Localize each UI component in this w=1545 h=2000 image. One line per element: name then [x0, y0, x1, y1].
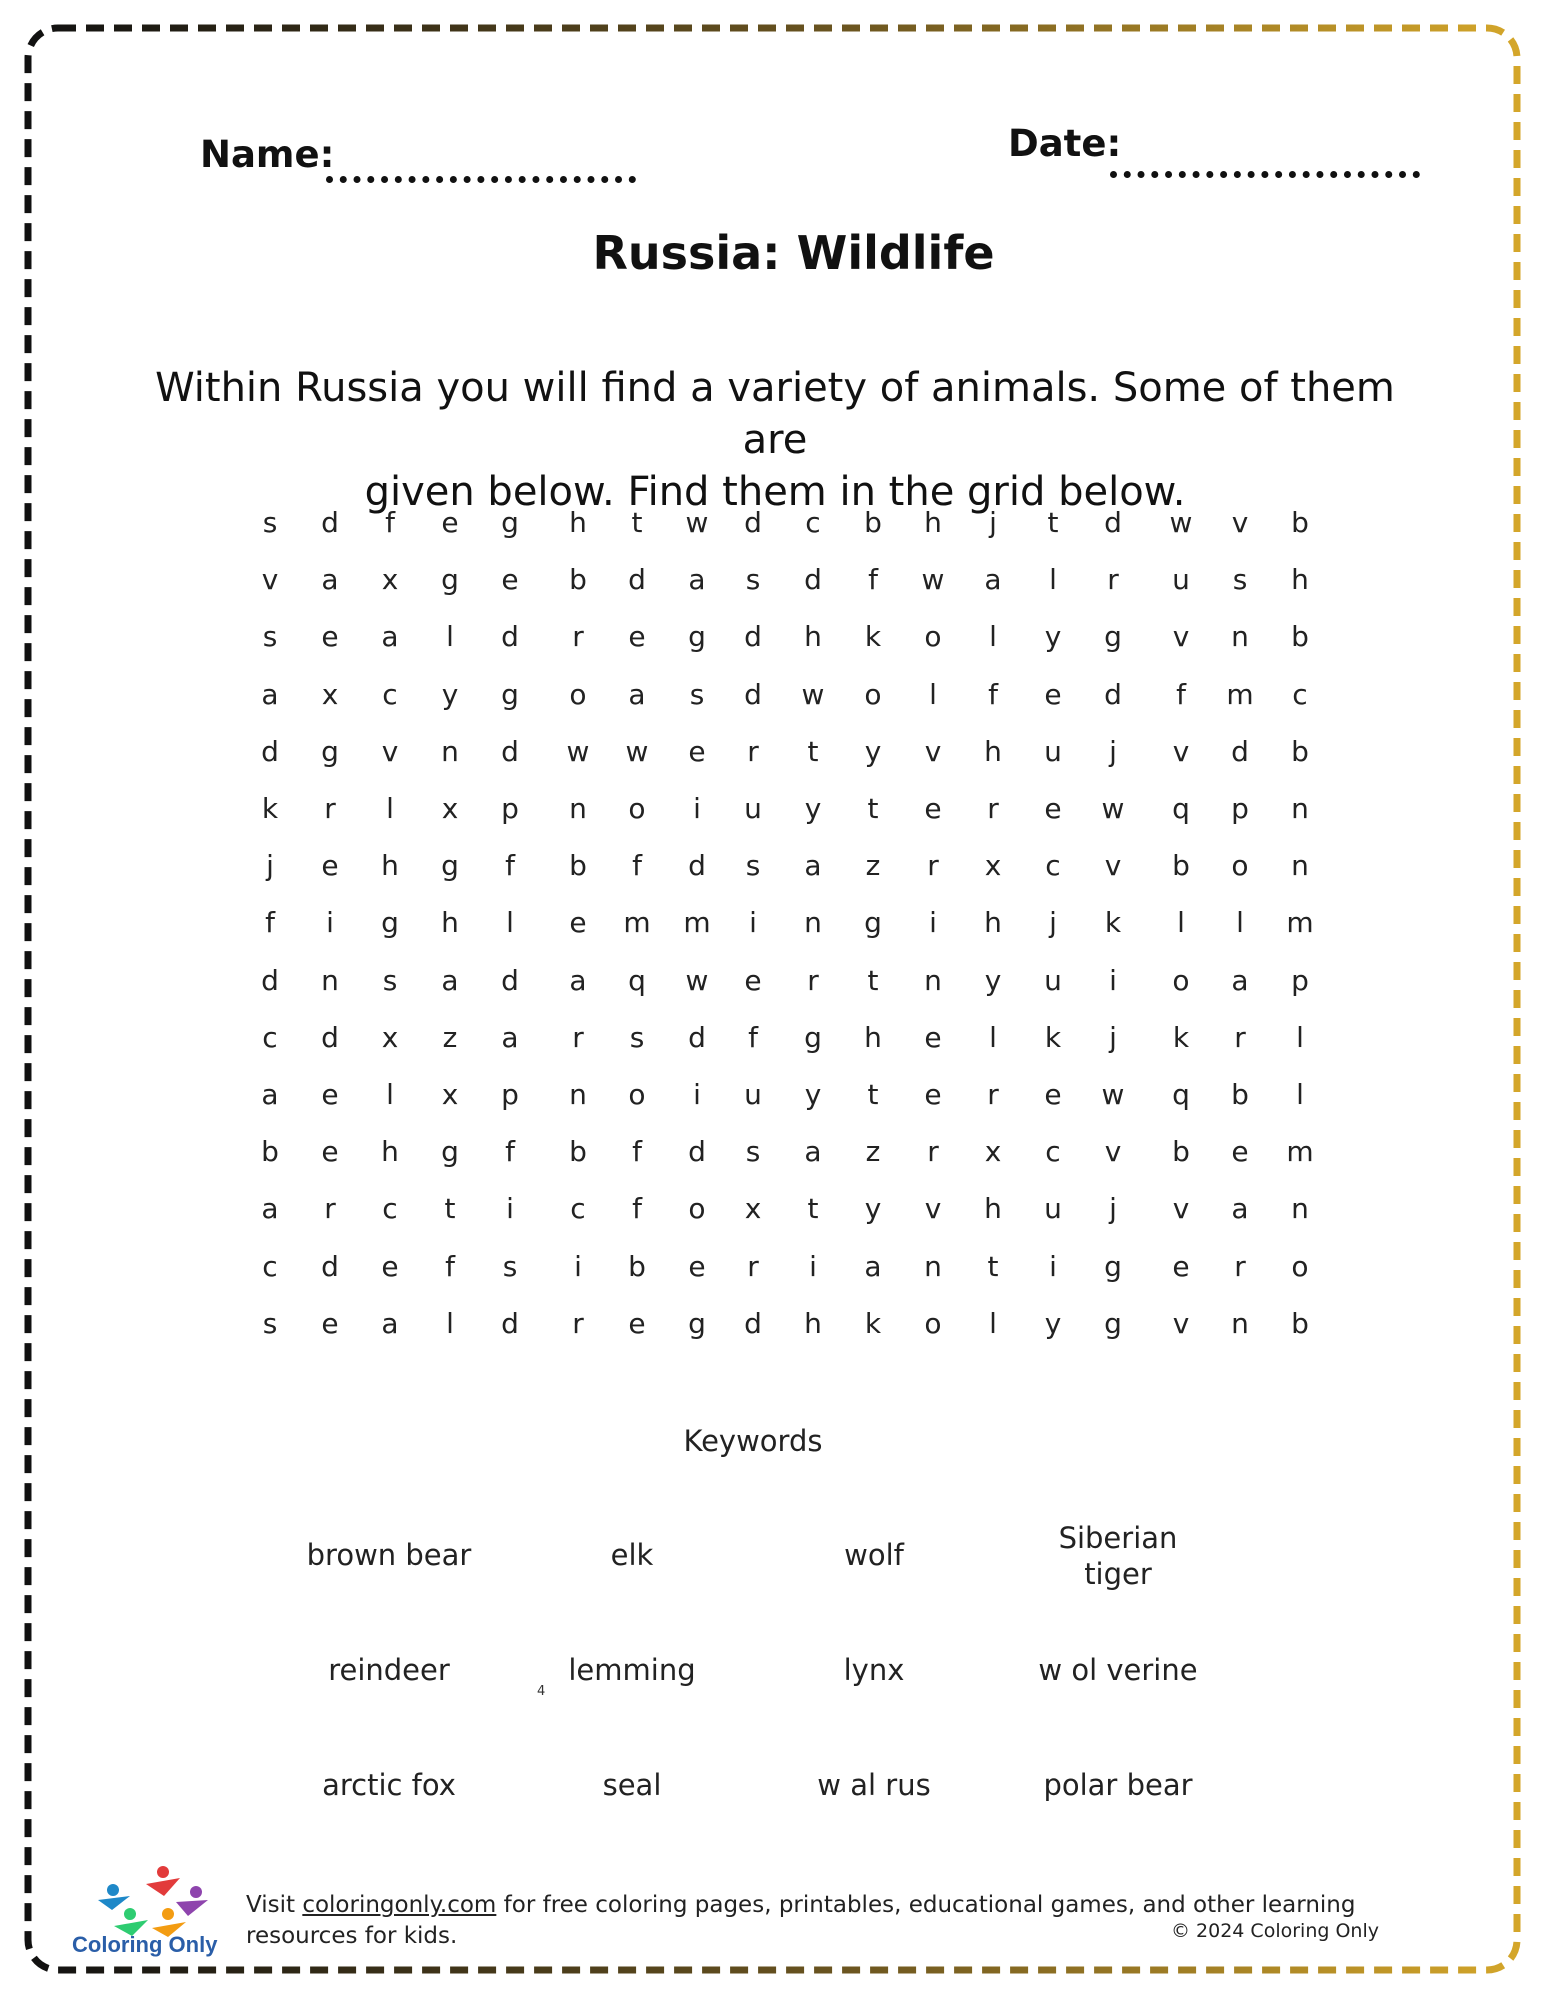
instructions-line-1: Within Russia you will find a variety of animals. Some of them are — [155, 365, 1395, 463]
grid-letter[interactable]: l — [446, 1306, 454, 1340]
grid-letter[interactable]: n — [441, 734, 459, 768]
grid-letter[interactable]: b — [261, 1135, 279, 1169]
grid-letter[interactable]: m — [623, 906, 651, 940]
grid-letter[interactable]: a — [1231, 963, 1249, 997]
grid-letter[interactable]: c — [1292, 677, 1308, 711]
grid-letter[interactable]: n — [1291, 849, 1309, 883]
grid-letter[interactable]: d — [804, 563, 822, 597]
grid-letter[interactable]: i — [574, 1249, 582, 1283]
grid-letter[interactable]: c — [570, 1192, 586, 1226]
grid-letter[interactable]: f — [868, 563, 878, 597]
grid-letter[interactable]: v — [1231, 506, 1249, 539]
grid-letter[interactable]: l — [929, 677, 937, 711]
grid-letter[interactable]: f — [632, 1192, 642, 1226]
grid-letter[interactable]: a — [321, 563, 339, 597]
grid-letter[interactable]: l — [1236, 906, 1244, 940]
copyright: © 2024 Coloring Only — [1171, 1920, 1379, 1942]
grid-letter[interactable]: l — [989, 620, 997, 654]
grid-letter[interactable]: f — [748, 1020, 758, 1054]
grid-letter[interactable]: g — [321, 734, 339, 768]
grid-letter[interactable]: d — [688, 849, 706, 883]
grid-letter[interactable]: c — [382, 1192, 398, 1226]
grid-letter[interactable]: d — [321, 506, 339, 539]
site-link[interactable]: coloringonly.com — [302, 1892, 497, 1918]
grid-letter[interactable]: v — [261, 563, 279, 597]
grid-letter[interactable]: u — [1044, 734, 1062, 768]
grid-letter[interactable]: s — [745, 1135, 761, 1169]
grid-letter[interactable]: e — [924, 1078, 942, 1111]
grid-letter[interactable]: d — [501, 734, 519, 768]
grid-letter[interactable]: c — [805, 506, 821, 539]
grid-letter[interactable]: s — [629, 1020, 645, 1054]
grid-letter[interactable]: d — [321, 1249, 339, 1283]
grid-letter[interactable]: o — [628, 792, 646, 825]
grid-letter[interactable]: k — [864, 1306, 882, 1340]
grid-letter[interactable]: v — [1104, 849, 1122, 883]
grid-letter[interactable]: m — [683, 906, 711, 940]
grid-letter[interactable]: r — [747, 734, 759, 768]
grid-letter[interactable]: y — [1044, 1306, 1062, 1340]
grid-letter[interactable]: e — [321, 849, 339, 883]
keyword-item: lynx — [843, 1653, 905, 1687]
grid-letter[interactable]: e — [569, 906, 587, 940]
grid-letter[interactable]: s — [262, 1306, 278, 1340]
grid-letter[interactable]: j — [1109, 1192, 1117, 1226]
grid-letter[interactable]: d — [744, 506, 762, 539]
grid-letter[interactable]: n — [924, 963, 942, 997]
grid-letter[interactable]: w — [685, 963, 709, 997]
name-label: Name: — [200, 133, 335, 176]
grid-letter[interactable]: h — [381, 1135, 399, 1169]
grid-letter[interactable]: n — [924, 1249, 942, 1283]
grid-letter[interactable]: u — [1172, 563, 1190, 597]
grid-letter[interactable]: g — [441, 849, 459, 883]
grid-letter[interactable]: r — [324, 1192, 336, 1226]
grid-letter[interactable]: w — [566, 734, 590, 768]
grid-letter[interactable]: r — [747, 1249, 759, 1283]
grid-letter[interactable]: b — [1291, 734, 1309, 768]
keyword-item: reindeer — [328, 1653, 450, 1687]
grid-letter[interactable]: e — [501, 563, 519, 597]
grid-letter[interactable]: e — [321, 620, 339, 654]
grid-letter[interactable]: q — [628, 963, 646, 997]
grid-letter[interactable]: t — [987, 1249, 999, 1283]
grid-letter[interactable]: v — [1172, 1306, 1190, 1340]
grid-letter[interactable]: m — [1226, 677, 1254, 711]
grid-letter[interactable]: q — [1172, 1078, 1190, 1111]
grid-letter[interactable]: d — [261, 734, 279, 768]
grid-letter[interactable]: g — [864, 906, 882, 940]
grid-letter[interactable]: x — [984, 849, 1002, 883]
grid-letter[interactable]: r — [1107, 563, 1119, 597]
grid-letter[interactable]: w — [685, 506, 709, 539]
grid-letter[interactable]: g — [804, 1020, 822, 1054]
grid-letter[interactable]: e — [321, 1135, 339, 1169]
grid-letter[interactable]: g — [1104, 620, 1122, 654]
grid-letter[interactable]: z — [865, 849, 881, 883]
grid-letter[interactable]: a — [501, 1020, 519, 1054]
keyword-item: arctic fox — [322, 1768, 456, 1802]
grid-letter[interactable]: c — [382, 677, 398, 711]
date-label: Date: — [1008, 122, 1122, 165]
grid-letter[interactable]: w — [921, 563, 945, 597]
grid-letter[interactable]: l — [989, 1020, 997, 1054]
grid-letter[interactable]: k — [261, 792, 279, 825]
grid-letter[interactable]: x — [441, 792, 459, 825]
grid-letter[interactable]: t — [807, 734, 819, 768]
grid-letter[interactable]: u — [1044, 1192, 1062, 1226]
grid-letter[interactable]: i — [749, 906, 757, 940]
grid-letter[interactable]: h — [924, 506, 942, 539]
grid-letter[interactable]: k — [1104, 906, 1122, 940]
grid-letter[interactable]: o — [924, 1306, 942, 1340]
grid-letter[interactable]: f — [1176, 677, 1186, 711]
grid-letter[interactable]: l — [1296, 1078, 1304, 1111]
grid-letter[interactable]: f — [632, 1135, 642, 1169]
grid-letter[interactable]: a — [984, 563, 1002, 597]
grid-letter[interactable]: c — [1045, 849, 1061, 883]
grid-letter[interactable]: e — [924, 1020, 942, 1054]
grid-letter[interactable]: f — [505, 1135, 515, 1169]
grid-letter[interactable]: a — [381, 620, 399, 654]
grid-letter[interactable]: i — [929, 906, 937, 940]
keyword-item: seal — [602, 1768, 662, 1802]
grid-letter[interactable]: b — [569, 563, 587, 597]
grid-letter[interactable]: d — [744, 620, 762, 654]
grid-letter[interactable]: t — [867, 963, 879, 997]
grid-letter[interactable]: b — [569, 1135, 587, 1169]
grid-letter[interactable]: q — [1172, 792, 1190, 825]
grid-letter[interactable]: b — [1172, 849, 1190, 883]
grid-letter[interactable]: r — [807, 963, 819, 997]
grid-letter[interactable]: w — [1169, 506, 1193, 539]
grid-letter[interactable]: d — [501, 1306, 519, 1340]
grid-letter[interactable]: l — [506, 906, 514, 940]
grid-letter[interactable]: o — [688, 1192, 706, 1226]
grid-letter[interactable]: w — [1101, 1078, 1125, 1111]
grid-letter[interactable]: e — [321, 1078, 339, 1111]
grid-letter[interactable]: p — [501, 792, 519, 825]
grid-letter[interactable]: y — [441, 677, 459, 711]
grid-letter[interactable]: p — [1231, 792, 1249, 825]
grid-letter[interactable]: g — [1104, 1249, 1122, 1283]
instructions-line-2: given below. Find them in the grid below. — [364, 469, 1186, 515]
grid-letter[interactable]: h — [569, 506, 587, 539]
grid-letter[interactable]: r — [324, 792, 336, 825]
grid-letter[interactable]: l — [1177, 906, 1185, 940]
grid-letter[interactable]: x — [381, 1020, 399, 1054]
keyword-item: wolf — [844, 1538, 904, 1572]
grid-letter[interactable]: e — [1172, 1249, 1190, 1283]
keyword-item: w al rus — [817, 1768, 931, 1802]
grid-letter[interactable]: g — [501, 677, 519, 711]
grid-letter[interactable]: v — [924, 734, 942, 768]
grid-letter[interactable]: h — [984, 906, 1002, 940]
page-title: Russia: Wildlife — [592, 226, 995, 280]
grid-letter[interactable]: e — [628, 1306, 646, 1340]
grid-letter[interactable]: m — [1286, 906, 1314, 940]
grid-letter[interactable]: s — [745, 563, 761, 597]
grid-letter[interactable]: h — [441, 906, 459, 940]
grid-letter[interactable]: b — [864, 506, 882, 539]
grid-letter[interactable]: r — [1234, 1249, 1246, 1283]
grid-letter[interactable]: f — [505, 849, 515, 883]
grid-letter[interactable]: t — [631, 506, 643, 539]
grid-letter[interactable]: s — [262, 620, 278, 654]
grid-letter[interactable]: x — [321, 677, 339, 711]
grid-letter[interactable]: g — [441, 1135, 459, 1169]
grid-letter[interactable]: j — [266, 849, 274, 883]
grid-letter[interactable]: a — [569, 963, 587, 997]
grid-letter[interactable]: d — [628, 563, 646, 597]
grid-letter[interactable]: n — [1291, 1192, 1309, 1226]
grid-letter[interactable]: f — [385, 506, 395, 539]
grid-letter[interactable]: e — [441, 506, 459, 539]
grid-letter[interactable]: h — [984, 734, 1002, 768]
grid-letter[interactable]: r — [1234, 1020, 1246, 1054]
grid-letter[interactable]: v — [381, 734, 399, 768]
logo-text: Coloring Only — [72, 1932, 218, 1957]
grid-letter[interactable]: o — [864, 677, 882, 711]
grid-letter[interactable]: s — [382, 963, 398, 997]
grid-letter[interactable]: a — [261, 1078, 279, 1111]
grid-letter[interactable]: h — [984, 1192, 1002, 1226]
grid-letter[interactable]: s — [1232, 563, 1248, 597]
keyword-item: elk — [610, 1538, 654, 1572]
grid-letter[interactable]: a — [688, 563, 706, 597]
grid-letter[interactable]: f — [265, 906, 275, 940]
grid-letter[interactable]: l — [989, 1306, 997, 1340]
grid-letter[interactable]: a — [804, 1135, 822, 1169]
grid-letter[interactable]: d — [1104, 677, 1122, 711]
grid-letter[interactable]: x — [744, 1192, 762, 1226]
grid-letter[interactable]: b — [1291, 506, 1309, 539]
keyword-item: w ol verine — [1038, 1653, 1198, 1687]
grid-letter[interactable]: f — [445, 1249, 455, 1283]
grid-letter[interactable]: i — [1109, 963, 1117, 997]
keyword-item: Siberian tiger — [1058, 1521, 1178, 1591]
grid-letter[interactable]: h — [864, 1020, 882, 1054]
grid-letter[interactable]: t — [867, 792, 879, 825]
grid-letter[interactable]: w — [1101, 792, 1125, 825]
grid-letter[interactable]: f — [632, 849, 642, 883]
grid-letter[interactable]: j — [989, 506, 997, 539]
grid-letter[interactable]: d — [1104, 506, 1122, 539]
grid-letter[interactable]: c — [262, 1020, 278, 1054]
grid-letter[interactable]: y — [804, 792, 822, 825]
grid-letter[interactable]: w — [801, 677, 825, 711]
grid-letter[interactable]: i — [693, 792, 701, 825]
grid-letter[interactable]: a — [804, 849, 822, 883]
grid-letter[interactable]: a — [441, 963, 459, 997]
grid-letter[interactable]: e — [1231, 1135, 1249, 1169]
grid-letter[interactable]: a — [864, 1249, 882, 1283]
grid-letter[interactable]: l — [1296, 1020, 1304, 1054]
grid-letter[interactable]: x — [984, 1135, 1002, 1169]
grid-letter[interactable]: d — [501, 620, 519, 654]
grid-letter[interactable]: u — [744, 1078, 762, 1111]
footer-visit: Visit — [246, 1892, 303, 1918]
grid-letter[interactable]: l — [386, 1078, 394, 1111]
grid-letter[interactable]: h — [381, 849, 399, 883]
grid-letter[interactable]: t — [1047, 506, 1059, 539]
grid-letter[interactable]: n — [804, 906, 822, 940]
grid-letter[interactable]: a — [1231, 1192, 1249, 1226]
grid-letter[interactable]: z — [442, 1020, 458, 1054]
grid-letter[interactable]: c — [1045, 1135, 1061, 1169]
grid-letter[interactable]: b — [1231, 1078, 1249, 1111]
grid-letter[interactable]: s — [745, 849, 761, 883]
grid-letter[interactable]: b — [569, 849, 587, 883]
grid-letter[interactable]: g — [501, 506, 519, 539]
grid-letter[interactable]: d — [1231, 734, 1249, 768]
grid-letter[interactable]: o — [569, 677, 587, 711]
grid-letter[interactable]: i — [809, 1249, 817, 1283]
grid-letter[interactable]: a — [261, 1192, 279, 1226]
grid-letter[interactable]: r — [987, 792, 999, 825]
grid-letter[interactable]: y — [1044, 620, 1062, 654]
grid-letter[interactable]: u — [744, 792, 762, 825]
grid-letter[interactable]: h — [1291, 563, 1309, 597]
grid-letter[interactable]: f — [988, 677, 998, 711]
grid-letter[interactable]: r — [927, 1135, 939, 1169]
grid-letter[interactable]: d — [688, 1020, 706, 1054]
grid-letter[interactable]: e — [628, 620, 646, 654]
grid-letter[interactable]: y — [864, 734, 882, 768]
grid-letter[interactable]: b — [628, 1249, 646, 1283]
keyword-item: lemming — [568, 1653, 696, 1687]
grid-letter[interactable]: n — [1291, 792, 1309, 825]
keywords-title: Keywords — [683, 1424, 823, 1458]
grid-letter[interactable]: r — [987, 1078, 999, 1111]
grid-letter[interactable]: n — [569, 1078, 587, 1111]
grid-letter[interactable]: l — [446, 620, 454, 654]
grid-letter[interactable]: a — [628, 677, 646, 711]
grid-letter[interactable]: s — [502, 1249, 518, 1283]
grid-letter[interactable]: y — [984, 963, 1002, 997]
grid-letter[interactable]: d — [688, 1135, 706, 1169]
grid-letter[interactable]: n — [1231, 1306, 1249, 1340]
grid-letter[interactable]: k — [1044, 1020, 1062, 1054]
grid-letter[interactable]: v — [1104, 1135, 1122, 1169]
grid-letter[interactable]: e — [688, 1249, 706, 1283]
grid-letter[interactable]: d — [321, 1020, 339, 1054]
grid-letter[interactable]: y — [864, 1192, 882, 1226]
grid-letter[interactable]: e — [688, 734, 706, 768]
grid-letter[interactable]: c — [262, 1249, 278, 1283]
grid-letter[interactable]: n — [569, 792, 587, 825]
grid-letter[interactable]: o — [924, 620, 942, 654]
grid-letter[interactable]: b — [1291, 1306, 1309, 1340]
grid-letter[interactable]: o — [1231, 849, 1249, 883]
grid-letter[interactable]: e — [744, 963, 762, 997]
grid-letter[interactable]: j — [1109, 734, 1117, 768]
grid-letter[interactable]: r — [927, 849, 939, 883]
grid-letter[interactable]: i — [506, 1192, 514, 1226]
grid-letter[interactable]: x — [441, 1078, 459, 1111]
grid-letter[interactable]: s — [262, 506, 278, 539]
grid-letter[interactable]: i — [693, 1078, 701, 1111]
grid-letter[interactable]: j — [1049, 906, 1057, 940]
footer-rest: for free coloring pages, printables, educational games, and other learning resources for kids. — [246, 1892, 1356, 1949]
grid-letter[interactable]: o — [1291, 1249, 1309, 1283]
page-number: 4 — [537, 1684, 546, 1699]
grid-letter[interactable]: d — [501, 963, 519, 997]
grid-letter[interactable]: e — [924, 792, 942, 825]
grid-letter[interactable]: i — [1049, 1249, 1057, 1283]
keyword-item: polar bear — [1043, 1768, 1193, 1802]
grid-letter[interactable]: e — [1044, 677, 1062, 711]
grid-letter[interactable]: u — [1044, 963, 1062, 997]
grid-letter[interactable]: p — [501, 1078, 519, 1111]
grid-letter[interactable]: d — [261, 963, 279, 997]
grid-letter[interactable]: r — [572, 1306, 584, 1340]
grid-letter[interactable]: x — [381, 563, 399, 597]
grid-letter[interactable]: e — [1044, 792, 1062, 825]
grid-letter[interactable]: o — [628, 1078, 646, 1111]
grid-letter[interactable]: h — [804, 620, 822, 654]
grid-letter[interactable]: r — [572, 1020, 584, 1054]
grid-letter[interactable]: g — [1104, 1306, 1122, 1340]
grid-letter[interactable]: i — [326, 906, 334, 940]
grid-letter[interactable]: n — [321, 963, 339, 997]
grid-letter[interactable]: h — [804, 1306, 822, 1340]
grid-letter[interactable]: g — [441, 563, 459, 597]
grid-letter[interactable]: t — [807, 1192, 819, 1226]
grid-letter[interactable]: v — [1172, 1192, 1190, 1226]
grid-letter[interactable]: d — [744, 1306, 762, 1340]
grid-letter[interactable]: a — [381, 1306, 399, 1340]
grid-letter[interactable]: l — [386, 792, 394, 825]
grid-letter[interactable]: s — [689, 677, 705, 711]
grid-letter[interactable]: r — [572, 620, 584, 654]
grid-letter[interactable]: j — [1109, 1020, 1117, 1054]
grid-letter[interactable]: m — [1286, 1135, 1314, 1169]
grid-letter[interactable]: b — [1291, 620, 1309, 654]
grid-letter[interactable]: g — [688, 620, 706, 654]
grid-letter[interactable]: a — [261, 677, 279, 711]
grid-letter[interactable]: y — [804, 1078, 822, 1111]
grid-letter[interactable]: p — [1291, 963, 1309, 997]
grid-letter[interactable]: g — [688, 1306, 706, 1340]
grid-letter[interactable]: t — [444, 1192, 456, 1226]
grid-letter[interactable]: z — [865, 1135, 881, 1169]
grid-letter[interactable]: k — [864, 620, 882, 654]
grid-letter[interactable]: k — [1172, 1020, 1190, 1054]
grid-letter[interactable]: b — [1172, 1135, 1190, 1169]
grid-letter[interactable]: n — [1231, 620, 1249, 654]
grid-letter[interactable]: v — [1172, 620, 1190, 654]
keyword-item: brown bear — [306, 1538, 472, 1572]
grid-letter[interactable]: o — [1172, 963, 1190, 997]
grid-letter[interactable]: e — [321, 1306, 339, 1340]
grid-letter[interactable]: v — [1172, 734, 1190, 768]
grid-letter[interactable]: e — [1044, 1078, 1062, 1111]
grid-letter[interactable]: t — [867, 1078, 879, 1111]
grid-letter[interactable]: e — [381, 1249, 399, 1283]
grid-letter[interactable]: l — [1049, 563, 1057, 597]
grid-letter[interactable]: v — [924, 1192, 942, 1226]
grid-letter[interactable]: d — [744, 677, 762, 711]
grid-letter[interactable]: w — [625, 734, 649, 768]
grid-letter[interactable]: g — [381, 906, 399, 940]
